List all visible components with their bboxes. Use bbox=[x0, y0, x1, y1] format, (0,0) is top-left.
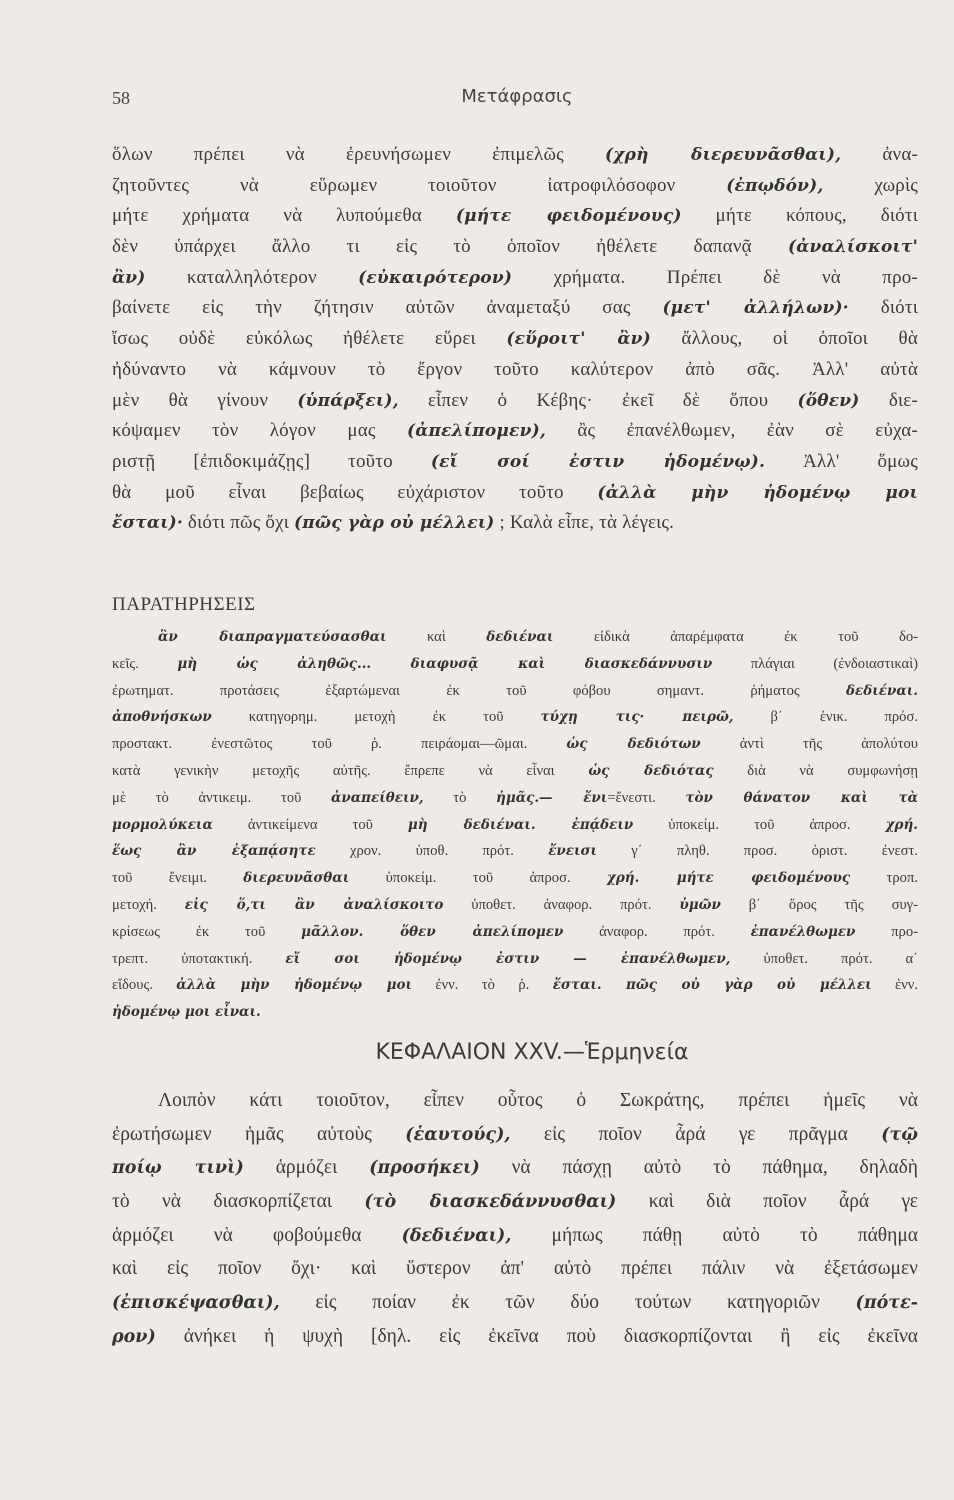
text-line bbox=[112, 355, 918, 386]
greek-original-term: ἀποθνήσκων bbox=[112, 709, 212, 726]
notes-heading: ΠΑΡΑΤΗΡΗΣΕΙΣ bbox=[112, 594, 256, 615]
text-segment: τὸ νὰ διασκορπίζεται bbox=[112, 1191, 365, 1213]
text-line bbox=[112, 1252, 918, 1286]
greek-original-term: (προσήκει) bbox=[369, 1158, 480, 1179]
text-segment: μήπως πάθῃ αὐτὸ τὸ πάθημα bbox=[511, 1224, 918, 1246]
text-segment: β΄ ἑνικ. πρόσ. bbox=[733, 709, 918, 726]
text-segment: τρεπτ. ὑποτακτική. bbox=[112, 950, 286, 967]
greek-original-term: μὴ ὡς ἀληθῶς... διαφυσᾷ καὶ διασκεδάννυσιν bbox=[177, 655, 713, 672]
greek-original-term: (εὕροιτ' ἂν) bbox=[506, 329, 651, 350]
text-line bbox=[112, 946, 918, 973]
greek-original-term: ἀλλὰ μὴν ἡδομένῳ μοι bbox=[176, 977, 412, 994]
text-segment: μετοχή. bbox=[112, 896, 185, 913]
text-segment: Λοιπὸν κάτι τοιοῦτον, εἶπεν οὗτος ὁ Σωκράτης, πρέπει ἡμεῖς νὰ bbox=[158, 1090, 918, 1111]
text-segment: β΄ ὅρος τῆς συγ- bbox=[720, 896, 918, 913]
text-segment: τὸ bbox=[423, 789, 497, 806]
page-number: 58 bbox=[112, 88, 130, 108]
text-segment: δὲν ὑπάρχει ἄλλο τι εἰς τὸ ὁποῖον ἠθέλετε δαπανᾷ bbox=[112, 236, 788, 258]
text-segment: ζητοῦντες νὰ εὕρωμεν τοιοῦτον ἰατροφιλόσοφον bbox=[112, 174, 727, 196]
text-line bbox=[112, 1118, 918, 1152]
greek-original-term: ἡμᾶς.— ἔνι bbox=[496, 789, 608, 806]
text-segment: ; Καλὰ εἶπε, τὰ λέγεις. bbox=[494, 512, 675, 534]
greek-original-term: (τὸ διασκεδάννυσθαι) bbox=[364, 1192, 617, 1213]
greek-original-term: (πῶς γὰρ οὐ μέλλει) bbox=[293, 513, 495, 534]
greek-original-term: (δεδιέναι), bbox=[401, 1225, 512, 1246]
greek-original-term: ὡς δεδιότας bbox=[588, 762, 714, 779]
greek-original-term: ἔσται. πῶς οὐ γὰρ οὐ μέλλει bbox=[552, 977, 872, 994]
text-segment: ὑποθετ. ἀναφορ. πρότ. bbox=[443, 896, 680, 913]
text-segment: ἀνήκει ἡ ψυχὴ [δηλ. εἰς ἐκεῖνα ποὺ διασκορπίζονται ἢ εἰς ἐκεῖνα bbox=[155, 1325, 918, 1347]
text-segment: εἶπεν ὁ Κέβης· ἐκεῖ δὲ ὅπου bbox=[398, 389, 798, 411]
text-segment: καὶ εἰς ποῖον ὄχι· καὶ ὕστερον ἀπ' αὐτὸ πρέπει πάλιν νὰ ἐξετάσωμεν bbox=[112, 1258, 918, 1280]
greek-original-term: χρή. bbox=[885, 816, 918, 833]
text-segment: κεῖς. bbox=[112, 655, 178, 672]
greek-original-term: δεδιέναι. bbox=[846, 682, 918, 699]
text-segment: ὅλων πρέπει νὰ ἐρευνήσωμεν ἐπιμελῶς bbox=[112, 144, 606, 165]
greek-original-term: ὡς δεδιότων bbox=[566, 736, 701, 753]
text-segment: τροπ. bbox=[850, 870, 918, 887]
text-line bbox=[112, 1151, 918, 1185]
text-segment: καὶ διὰ ποῖον ἆρά γε bbox=[616, 1191, 918, 1213]
greek-original-term: μὴ δεδιέναι. ἐπᾴδειν bbox=[407, 816, 634, 833]
text-line bbox=[112, 324, 918, 355]
text-segment: ἁρμόζει νὰ φοβούμεθα bbox=[112, 1224, 402, 1246]
text-line bbox=[112, 171, 918, 202]
text-line bbox=[112, 201, 918, 232]
text-line bbox=[112, 892, 918, 919]
text-segment: θὰ μοῦ εἶναι βεβαίως εὐχάριστον τοῦτο bbox=[112, 481, 598, 503]
text-segment: εἰδικὰ ἀπαρέμφατα ἐκ τοῦ δο- bbox=[553, 629, 918, 645]
text-segment: βαίνετε εἰς τὴν ζήτησιν αὐτῶν ἀναμεταξύ σας bbox=[112, 297, 663, 319]
greek-original-term: ἀναπείθειν, bbox=[330, 789, 424, 806]
text-line bbox=[112, 1219, 918, 1253]
greek-original-term: τύχῃ τις· πειρῶ, bbox=[540, 709, 734, 726]
greek-original-term: μᾶλλον. ὅθεν ἀπελίπομεν bbox=[301, 923, 564, 940]
greek-original-term: ἐπανέλθωμεν bbox=[750, 923, 856, 940]
text-segment: κατηγορημ. μετοχὴ ἐκ τοῦ bbox=[211, 709, 541, 726]
greek-original-term: (ἐπισκέψασθαι), bbox=[112, 1293, 280, 1314]
greek-original-term: χρή. μήτε φειδομένους bbox=[606, 870, 851, 887]
greek-original-term: εἰς ὅ,τι ἂν ἀναλίσκοιτο bbox=[184, 896, 444, 913]
text-segment: ἠδύναντο νὰ κάμνουν τὸ ἔργον τοῦτο καλύτερον ἀπὸ σᾶς. Ἀλλ' αὐτὰ bbox=[112, 358, 918, 380]
greek-original-term: ἂν) bbox=[112, 267, 146, 288]
text-segment: εἰς ποῖον ἆρά γε πρᾶγμα bbox=[510, 1123, 882, 1145]
text-segment: κρίσεως ἐκ τοῦ bbox=[112, 923, 302, 940]
text-line bbox=[112, 758, 918, 785]
text-line bbox=[112, 1320, 918, 1354]
greek-original-term: ἂν διαπραγματεύσασθαι bbox=[158, 629, 387, 645]
text-segment: ἐνν. τὸ ῥ. bbox=[412, 977, 553, 994]
text-line bbox=[112, 678, 918, 705]
text-line bbox=[112, 1084, 918, 1118]
text-segment: ριστῇ [ἐπιδοκιμάζῃς] τοῦτο bbox=[112, 450, 431, 472]
text-segment: χρήματα. Πρέπει δὲ νὰ προ- bbox=[512, 266, 918, 288]
greek-original-term: ἕως ἂν ἐξαπᾴσητε bbox=[112, 843, 316, 860]
text-segment: μήτε χρήματα νὰ λυπούμεθα bbox=[112, 205, 456, 227]
text-line bbox=[112, 1286, 918, 1320]
text-segment: χρον. ὑποθ. πρότ. bbox=[315, 843, 549, 860]
greek-original-term: δεδιέναι bbox=[486, 629, 554, 645]
text-segment: χωρὶς bbox=[823, 174, 918, 196]
text-segment: μήτε κόπους, διότι bbox=[681, 205, 919, 227]
text-segment: διὰ νὰ συμφωνήσῃ bbox=[713, 762, 919, 779]
translation-paragraph bbox=[112, 140, 918, 539]
greek-original-term: (ἀναλίσκοιτ' bbox=[787, 237, 918, 258]
text-segment: διε- bbox=[859, 389, 919, 411]
greek-original-term: (μετ' ἀλλήλων)· bbox=[662, 298, 849, 319]
text-line bbox=[112, 1185, 918, 1219]
text-line bbox=[112, 447, 918, 478]
text-line bbox=[112, 263, 918, 294]
text-segment: μὲ τὸ ἀντικειμ. τοῦ bbox=[112, 789, 331, 806]
chapter-heading: ΚΕΦΑΛΑΙΟΝ XXV.—Ἑρμηνεία bbox=[375, 1040, 689, 1065]
text-line bbox=[112, 293, 918, 324]
text-segment: διότι bbox=[848, 297, 919, 319]
text-segment: ὑποκείμ. τοῦ ἀπροσ. bbox=[349, 870, 607, 887]
greek-original-term: (χρὴ διερευνᾶσθαι), bbox=[605, 145, 842, 165]
text-line bbox=[112, 865, 918, 892]
text-line bbox=[112, 731, 918, 758]
text-segment: διότι πῶς ὄχι bbox=[182, 512, 294, 534]
greek-original-term: τὸν θάνατον καὶ τὰ bbox=[685, 789, 919, 806]
text-segment: ὑποκείμ. τοῦ ἀπροσ. bbox=[633, 816, 886, 833]
greek-original-term: ὑμῶν bbox=[679, 896, 721, 913]
text-segment: εἴδους. bbox=[112, 977, 177, 994]
greek-original-term: (πότε- bbox=[855, 1293, 918, 1314]
text-segment: πλάγιαι (ἐνδοιαστικαὶ) bbox=[712, 655, 918, 672]
text-segment: γ΄ πληθ. προσ. ὁριστ. ἐνεστ. bbox=[597, 843, 918, 860]
text-segment: ἀντὶ τῆς ἀπολύτου bbox=[700, 736, 918, 753]
text-segment: κόψαμεν τὸν λόγον μας bbox=[112, 420, 407, 442]
text-segment: ὑποθετ. πρότ. α΄ bbox=[730, 950, 919, 967]
greek-original-term: διερευνᾶσθαι bbox=[243, 870, 350, 887]
text-segment: Ἀλλ' ὅμως bbox=[765, 450, 918, 472]
text-segment: =ἔνεστι. bbox=[607, 789, 686, 806]
text-segment: ἄλλους, οἱ ὁποῖοι θὰ bbox=[650, 328, 918, 350]
text-line bbox=[112, 972, 918, 999]
greek-original-term: (μήτε φειδομένους) bbox=[455, 206, 682, 227]
text-line bbox=[112, 478, 918, 509]
text-line bbox=[112, 651, 918, 678]
text-line bbox=[112, 624, 918, 651]
text-segment: ἐρωτηματ. προτάσεις ἐξαρτώμεναι ἐκ τοῦ φόβου σημαντ. ῥήματος bbox=[112, 682, 847, 699]
text-line bbox=[112, 386, 918, 417]
text-segment: καὶ bbox=[386, 629, 487, 645]
text-segment: προ- bbox=[855, 923, 918, 940]
text-segment: ἀναφορ. πρότ. bbox=[563, 923, 751, 940]
text-line bbox=[112, 812, 918, 839]
text-line bbox=[112, 140, 918, 171]
text-segment: ἀντικείμενα τοῦ bbox=[212, 816, 408, 833]
text-segment: μὲν θὰ γίνουν bbox=[112, 389, 298, 411]
greek-original-term: (ἐπῳδόν), bbox=[726, 175, 824, 196]
text-line bbox=[112, 838, 918, 865]
greek-original-term: ποίῳ τινὶ) bbox=[112, 1158, 244, 1179]
text-line bbox=[112, 232, 918, 263]
text-segment: ἁρμόζει bbox=[243, 1157, 370, 1179]
text-line bbox=[112, 999, 918, 1026]
greek-original-term: (ὅθεν) bbox=[797, 390, 860, 411]
text-segment: ἀνα- bbox=[841, 144, 919, 165]
text-segment: ἴσως οὐδὲ εὐκόλως ἠθέλετε εὕρει bbox=[112, 328, 507, 350]
greek-original-term: (ἑαυτούς), bbox=[405, 1124, 511, 1145]
running-title: Μετάφρασις bbox=[461, 86, 573, 107]
text-segment: ἂς ἐπανέλθωμεν, ἐὰν σὲ εὐχα- bbox=[545, 420, 918, 442]
greek-original-term: ρον) bbox=[112, 1326, 156, 1347]
greek-original-term: μορμολύκεια bbox=[112, 816, 213, 833]
greek-original-term: (ἀλλὰ μὴν ἡδομένῳ μοι bbox=[597, 482, 918, 503]
greek-original-term: ἔσται)· bbox=[112, 513, 183, 534]
greek-original-term: (εἴ σοί ἐστιν ἡδομένῳ). bbox=[430, 451, 766, 472]
greek-original-term: (τῷ bbox=[881, 1124, 918, 1145]
notes-paragraph bbox=[112, 624, 918, 1026]
text-line bbox=[112, 919, 918, 946]
greek-original-term: (ὑπάρξει), bbox=[297, 390, 399, 411]
text-segment: τοῦ ἔνειμι. bbox=[112, 870, 244, 887]
text-line bbox=[112, 508, 918, 539]
text-segment: νὰ πάσχῃ αὐτὸ τὸ πάθημα, δηλαδὴ bbox=[479, 1157, 918, 1179]
text-segment: προστακτ. ἐνεστῶτος τοῦ ῥ. πειράομαι—ῶμαι. bbox=[112, 736, 567, 753]
greek-original-term: (ἀπελίπομεν), bbox=[406, 421, 546, 442]
text-line bbox=[112, 416, 918, 447]
text-segment: ἐρωτήσωμεν ἡμᾶς αὐτοὺς bbox=[112, 1123, 406, 1145]
text-line bbox=[112, 704, 918, 731]
greek-original-term: εἴ σοι ἡδομένῳ ἐστιν — ἐπανέλθωμεν, bbox=[285, 950, 731, 967]
greek-original-term: ἔνεισι bbox=[548, 843, 597, 860]
text-segment: εἰς ποίαν ἐκ τῶν δύο τούτων κατηγοριῶν bbox=[279, 1292, 856, 1314]
greek-original-term: ἡδομένῳ μοι εἶναι. bbox=[112, 1004, 261, 1021]
text-segment: ἐνν. bbox=[871, 977, 918, 994]
text-segment: καταλληλότερον bbox=[145, 266, 359, 288]
chapter-paragraph bbox=[112, 1084, 918, 1354]
text-segment: κατὰ γενικὴν μετοχῆς αὐτῆς. ἔπρεπε νὰ εἶναι bbox=[112, 762, 589, 779]
greek-original-term: (εὐκαιρότερον) bbox=[358, 267, 513, 288]
text-line bbox=[112, 785, 918, 812]
